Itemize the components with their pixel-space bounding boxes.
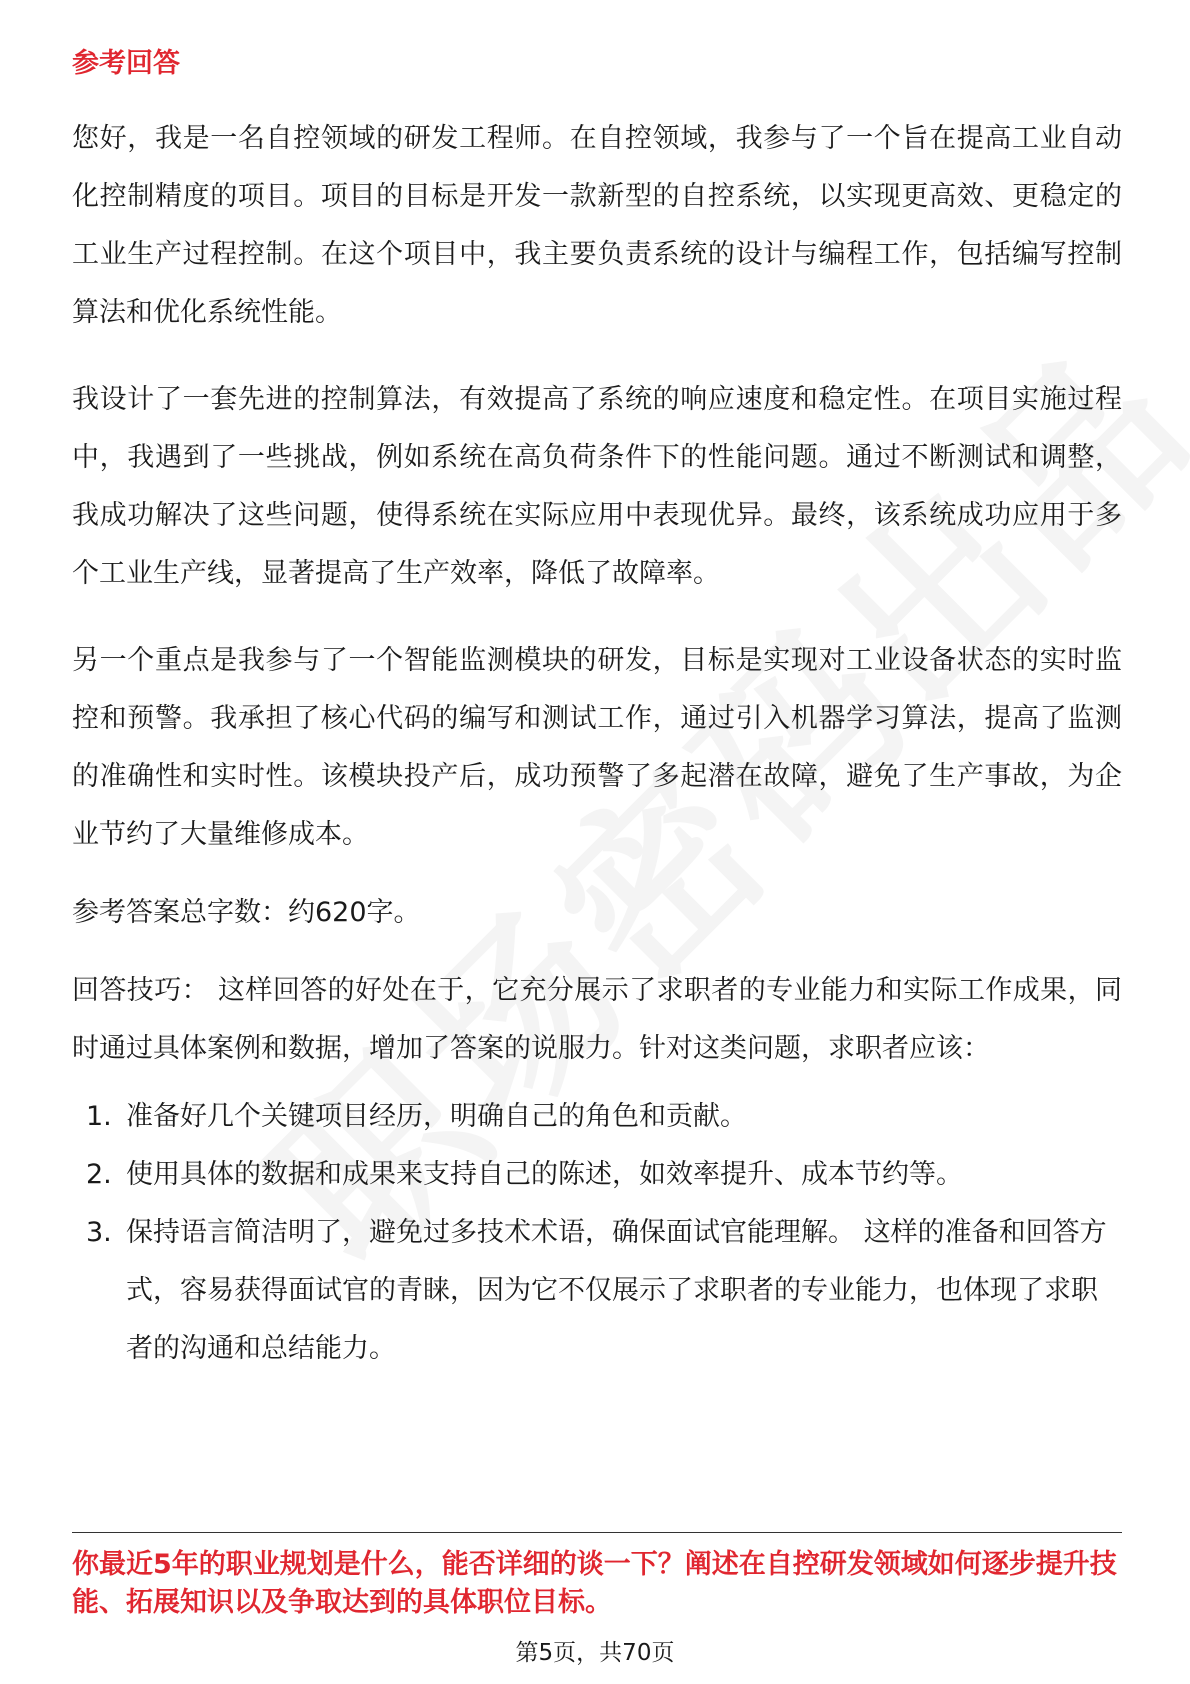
- answer-paragraph-1: 您好，我是一名自控领域的研发工程师。在自控领域，我参与了一个旨在提高工业自动化控制精度的项目。项目的目标是开发一款新型的自控系统，以实现更高效、更稳定的工业生产过程控制。在这个项目中，我主要负责系统的设计与编程工作，包括编写控制算法和优化系统性能。: [72, 123, 1122, 328]
- list-item: [72, 1146, 1122, 1204]
- list-number: 1.: [86, 1101, 112, 1132]
- tips-list: [72, 1088, 1122, 1378]
- list-item: [72, 1204, 1122, 1378]
- answer-paragraph-3: 另一个重点是我参与了一个智能监测模块的研发，目标是实现对工业设备状态的实时监控和预警。我承担了核心代码的编写和测试工作，通过引入机器学习算法，提高了监测的准确性和实时性。该模块投产后，成功预警了多起潜在故障，避免了生产事故，为企业节约了大量维修成本。: [72, 645, 1122, 850]
- section-title: 参考回答: [72, 48, 180, 79]
- tips-intro: 回答技巧： 这样回答的好处在于，它充分展示了求职者的专业能力和实际工作成果，同时通过具体案例和数据，增加了答案的说服力。针对这类问题，求职者应该：: [72, 975, 1122, 1064]
- section-divider: [72, 1532, 1122, 1533]
- word-count: 参考答案总字数：约620字。: [72, 897, 421, 928]
- list-text: 准备好几个关键项目经历，明确自己的角色和贡献。: [126, 1101, 747, 1132]
- list-number: 3.: [86, 1217, 112, 1248]
- next-question: 你最近5年的职业规划是什么，能否详细的谈一下？阐述在自控研发领域如何逐步提升技能、拓展知识以及争取达到的具体职位目标。: [72, 1549, 1117, 1618]
- answer-content: [72, 44, 1122, 1378]
- page-number: 第5页，共70页: [515, 1640, 675, 1666]
- list-text: 使用具体的数据和成果来支持自己的陈述，如效率提升、成本节约等。: [126, 1159, 963, 1190]
- list-item: [72, 1088, 1122, 1146]
- list-text: 保持语言简洁明了，避免过多技术术语，确保面试官能理解。 这样的准备和回答方式，容易获得面试官的青睐，因为它不仅展示了求职者的专业能力，也体现了求职者的沟通和总结能力。: [126, 1217, 1107, 1364]
- answer-paragraph-2: 我设计了一套先进的控制算法，有效提高了系统的响应速度和稳定性。在项目实施过程中，我遇到了一些挑战，例如系统在高负荷条件下的性能问题。通过不断测试和调整，我成功解决了这些问题，使得系统在实际应用中表现优异。最终，该系统成功应用于多个工业生产线，显著提高了生产效率，降低了故障率。: [72, 384, 1122, 589]
- list-number: 2.: [86, 1159, 112, 1190]
